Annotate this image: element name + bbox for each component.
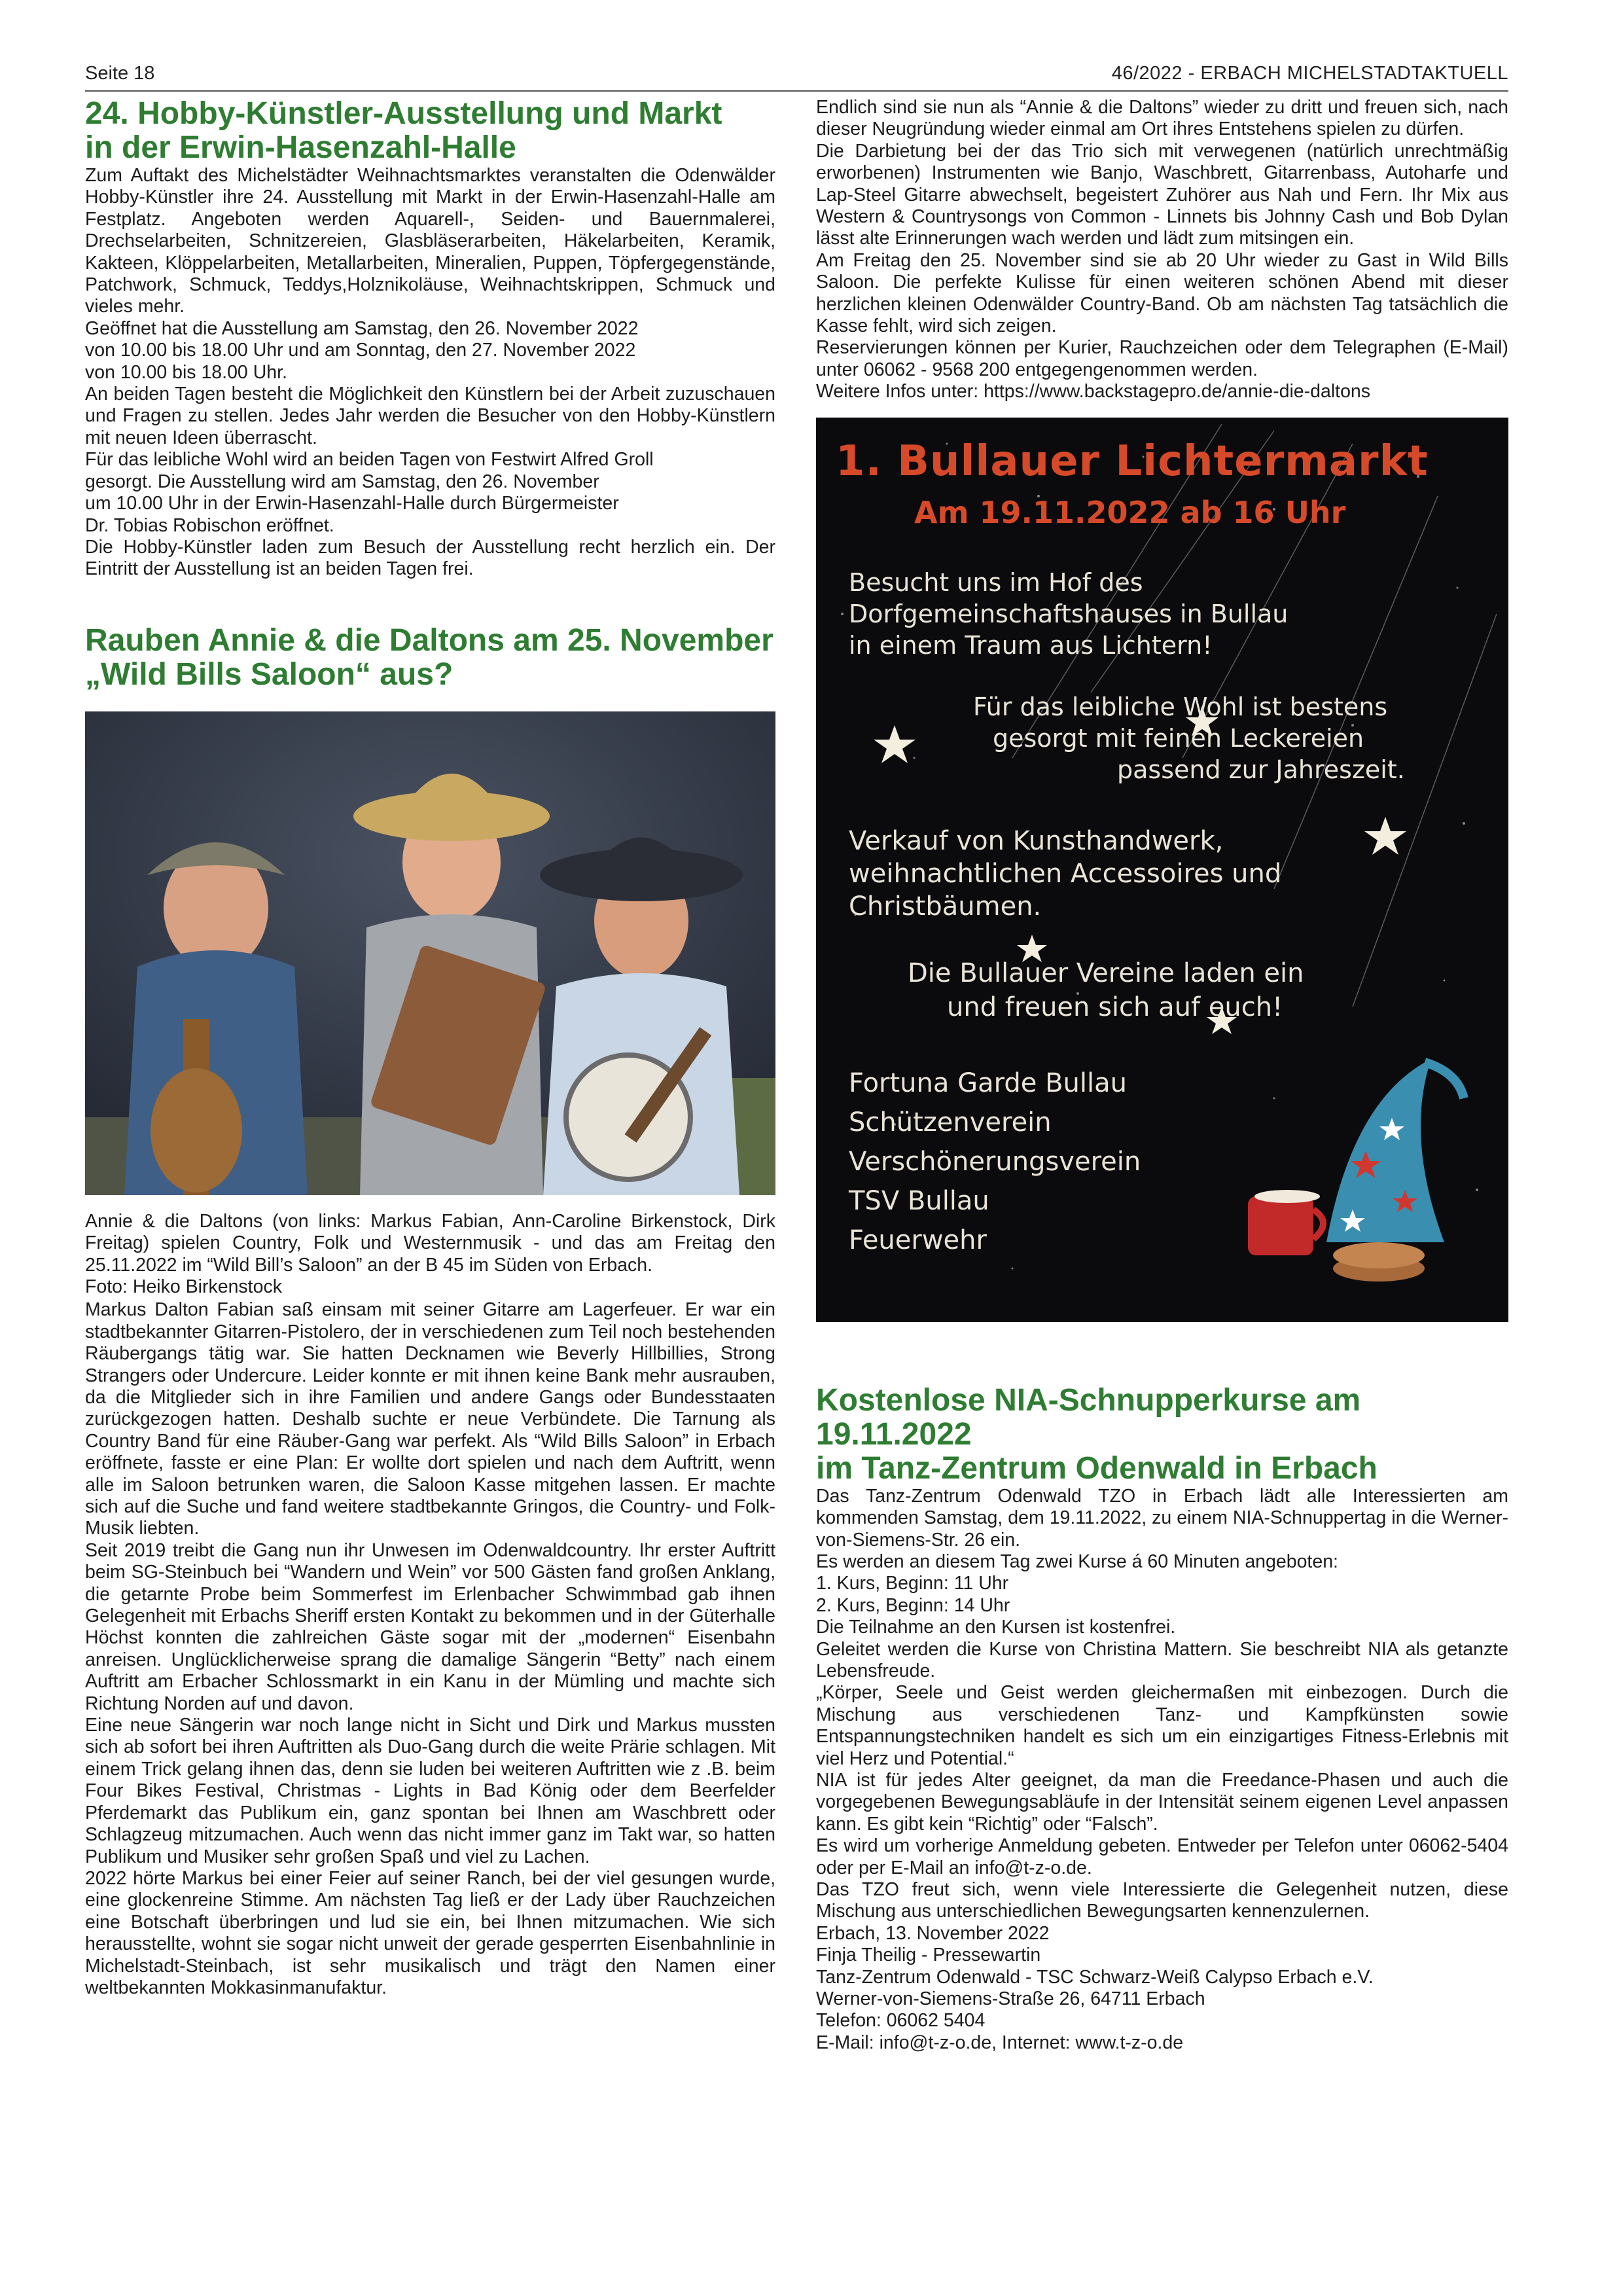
- paragraph: Geöffnet hat die Ausstellung am Samstag, den 26. November 2022 von 10.00 bis 18.00 Uhr und am Sonntag, den 27. November 2022 von 10.00 bis 18.00 Uhr.: [85, 317, 639, 383]
- flyer-line: Verkauf von Kunsthandwerk,: [849, 825, 1224, 856]
- caption-text: Annie & die Daltons (von links: Markus Fabian, Ann-Caroline Birkenstock, Dirk Freitag) spielen Country, Folk und Westernmusik - und das am Freitag den 25.11.2022 im “Wild Bill’s Saloon” an der B 45 im Süden von Erbach.: [85, 1210, 775, 1276]
- flyer-club: Schützenverein: [849, 1107, 1052, 1138]
- photo-caption: [85, 1211, 775, 1299]
- flyer-club: Verschönerungsverein: [849, 1146, 1141, 1177]
- paragraph: Das TZO freut sich, wenn viele Interessierte die Gelegenheit nutzen, diese Mischung aus unterschiedlichen Bewegungsarten kennenzulernen.: [816, 1879, 1508, 1922]
- paragraph: Geleitet werden die Kurse von Christina Mattern. Sie beschreibt NIA als getanzte Lebensfreude.: [816, 1638, 1508, 1681]
- paragraph: NIA ist für jedes Alter geeignet, da man die Freedance-Phasen und auch die vorgegebenen Bewegungsabläufe in der Intensität seinem eigenen Level anpassen kann. Es gibt kein “Richtig” oder “Falsch”.: [816, 1769, 1508, 1835]
- article-nia: [816, 1384, 1508, 2054]
- paragraph: 1. Kurs, Beginn: 11 Uhr: [816, 1573, 1009, 1594]
- flyer-date: Am 19.11.2022 ab 16 Uhr: [914, 494, 1346, 530]
- paragraph: Es wird um vorherige Anmeldung gebeten. Entweder per Telefon unter 06062-5404 oder per E-Mail an info@t-z-o.de.: [816, 1835, 1508, 1878]
- paragraph: „Körper, Seele und Geist werden gleichermaßen mit einbezogen. Durch die Mischung aus verschiedenen Tanz- und Kampfkünsten sowie Entspannungstechniken handelt es sich um ein einzigartiges Fitness-Erlebnis mit viel Herz und Potential.“: [816, 1682, 1508, 1769]
- article-hobby-kuenstler: [85, 97, 775, 581]
- paragraph: E-Mail: info@t-z-o.de, Internet: www.t-z-o.de: [816, 2032, 1184, 2053]
- right-column: [816, 97, 1508, 2054]
- paragraph: Eine neue Sängerin war noch lange nicht in Sicht und Dirk und Markus mussten sich ab sofort bei ihren Auftritten als Duo-Gang durch die weite Prärie schlagen. Mit einem Trick gelang ihnen das, denn sie luden bei weiteren Auftritten wie z .B. beim Four Bikes Festival, Christmas - Lights in Bad König oder dem Beerfelder Pferdemarkt das Publikum ein, ganz spontan bei Ihnen am Waschbrett oder Schlagzeug mitzumachen. Auch wenn das nicht immer ganz im Takt war, so hatten Publikum und Musiker sehr großen Spaß und viel zu Lachen.: [85, 1715, 775, 1867]
- paragraph: Telefon: 06062 5404: [816, 2010, 986, 2032]
- paragraph: Endlich sind sie nun als “Annie & die Daltons” wieder zu dritt und freuen sich, nach dieser Neugründung wieder einmal am Ort ihres Entstehens spielen zu dürfen.: [816, 97, 1508, 140]
- paragraph: Finja Theilig - Pressewartin: [816, 1945, 1041, 1966]
- article-body: [85, 165, 775, 581]
- flyer-line: passend zur Jahreszeit.: [1117, 755, 1405, 784]
- page-number: Seite 18: [85, 63, 155, 84]
- article-body: [85, 1299, 775, 1999]
- paragraph: Reservierungen können per Kurier, Rauchzeichen oder dem Telegraphen (E-Mail) unter 06062 - 9568 200 entgegengenommen werden.: [816, 337, 1508, 380]
- flyer-club: Fortuna Garde Bullau: [849, 1067, 1127, 1098]
- paragraph: Markus Dalton Fabian saß einsam mit seiner Gitarre am Lagerfeuer. Er war ein stadtbekannter Gitarren-Pistolero, der in verschiedenen zum Teil noch bestehenden Räubergangs tätig war. Sie hatten Decknamen wie Beverly Hillbillies, Strong Strangers oder Undercure. Leider konnte er mit ihnen keine Bank mehr ausrauben, da die Mitglieder sich in ihre Familien und andere Gangs oder Bundesstaaten zurückgezogen hatten. Deshalb suchte er neue Verbündete. Die Tarnung als Country Band für eine Räuber-Gang war perfekt. Als “Wild Bills Saloon” in Erbach eröffnete, fasste er eine Plan: Er wollte dort spielen und nach dem Auftritt, wenn alle im Saloon betrunken waren, die Saloon Kasse mitgehen lassen. Er machte sich auf die Suche und fand weitere stadtbekannte Gringos, die Country- und Folk- Musik liebten.: [85, 1299, 775, 1539]
- article-body: [816, 1486, 1508, 2054]
- paragraph: 2022 hörte Markus bei einer Feier auf seiner Ranch, bei der viel gesungen wurde, eine glockenreine Stimme. Am nächsten Tag ließ er der Lady über Rauchzeichen eine Botschaft überbringen und lud sie ein, bei Ihnen mitzumachen. Wie sich herausstellte, wohnt sie sogar nicht unweit der gerade gesperrten Eisenbahnlinie in Michelstadt-Steinbach, ist sehr musikalisch und trägt den Namen einer weltbekannten Mokkasinmanufaktur.: [85, 1867, 775, 1998]
- flyer-line: Die Bullauer Vereine laden ein: [908, 958, 1304, 988]
- paragraph: Es werden an diesem Tag zwei Kurse á 60 Minuten angeboten:: [816, 1551, 1338, 1572]
- header-rule: [85, 90, 1508, 92]
- article-daltons-continued: [816, 97, 1508, 403]
- lichtermarkt-flyer: [816, 418, 1508, 1322]
- flyer-line: in einem Traum aus Lichtern!: [849, 630, 1213, 660]
- paragraph: Die Hobby-Künstler laden zum Besuch der Ausstellung recht herzlich ein. Der Eintritt der Ausstellung ist an beiden Tagen frei.: [85, 536, 775, 580]
- paragraph: An beiden Tagen besteht die Möglichkeit den Künstlern bei der Arbeit zuzuschauen und Fragen zu stellen. Jedes Jahr werden die Besucher von den Hobby-Künstlern mit neuen Ideen überrascht.: [85, 384, 775, 448]
- title-line: in der Erwin-Hasenzahl-Halle: [85, 130, 516, 165]
- flyer-line: und freuen sich auf euch!: [947, 992, 1283, 1022]
- flyer-line: Besucht uns im Hof des: [849, 567, 1143, 597]
- flyer-title: 1. Bullauer Lichtermarkt: [836, 437, 1429, 486]
- paragraph: 2. Kurs, Beginn: 14 Uhr: [816, 1594, 1010, 1616]
- paragraph: Werner-von-Siemens-Straße 26, 64711 Erbach: [816, 1988, 1205, 2010]
- flyer-club: Feuerwehr: [849, 1225, 987, 1255]
- article-daltons: [85, 624, 775, 2000]
- article-title: Kostenlose NIA-Schnupperkurse am 19.11.2022 im Tanz-Zentrum Odenwald in Erbach: [816, 1382, 1378, 1486]
- left-column: [85, 97, 775, 1999]
- band-photo-illustration: [85, 711, 775, 1195]
- title-line: 24. Hobby-Künstler-Ausstellung und Markt: [85, 96, 722, 131]
- flyer-line: Christbäumen.: [849, 891, 1042, 922]
- paragraph: Zum Auftakt des Michelstädter Weihnachtsmarktes veranstalten die Odenwälder Hobby-Künstler ihre 24. Ausstellung mit Markt in der Erwin-Hasenzahl-Halle am Festplatz. Angeboten werden Aquarell-, Seiden- und Bauernmalerei, Drechselarbeiten, Schnitzereien, Glasbläserarbeiten, Häkelarbeiten, Keramik, Kakteen, Klöppelarbeiten, Metallarbeiten, Mineralien, Puppen, Töpfergegenstände, Patchwork, Schmuck, Teddys,Holznikoläuse, Weihnachtskrippen, Schmuck und vieles mehr.: [85, 165, 775, 317]
- paragraph: Die Darbietung bei der das Trio sich mit verwegenen (natürlich unrechtmäßig erworbenen) Instrumenten wie Banjo, Waschbrett, Gitarrenbass, Autoharfe und Lap-Steel Gitarre abwechselt, begeistert Zuhörer aus Nah und Fern. Ihr Mix aus Western & Countrysongs von Common - Linnets bis Johnny Cash und Bob Dylan lässt alte Erinnerungen wach werden und lädt zum mitsingen ein.: [816, 140, 1508, 249]
- paragraph: Das Tanz-Zentrum Odenwald TZO in Erbach lädt alle Interessierten am kommenden Samstag, dem 19.11.2022, zu einem NIA-Schnuppertag in die Werner-von-Siemens-Str. 26 ein.: [816, 1485, 1508, 1551]
- flyer-line: weihnachtlichen Accessoires und: [849, 858, 1282, 889]
- paragraph: Am Freitag den 25. November sind sie ab 20 Uhr wieder zu Gast in Wild Bills Saloon. Die perfekte Kulisse für einen weiteren schönen Abend mit dieser herzlichen kleinen Odenwälder Country-Band. Ob am nächsten Tag tatsächlich die Kasse fehlt, wird sich zeigen.: [816, 249, 1508, 337]
- paragraph: Erbach, 13. November 2022: [816, 1922, 1050, 1944]
- paragraph: Für das leibliche Wohl wird an beiden Tagen von Festwirt Alfred Groll gesorgt. Die Ausstellung wird am Samstag, den 26. November um 10.00 Uhr in der Erwin-Hasenzahl-Halle durch Bürgermeister Dr. Tobias Robischon eröffnet.: [85, 449, 654, 536]
- paragraph: Die Teilnahme an den Kursen ist kostenfrei.: [816, 1617, 1176, 1638]
- flyer-line: Für das leibliche Wohl ist bestens: [973, 692, 1388, 721]
- paragraph: Tanz-Zentrum Odenwald - TSC Schwarz-Weiß Calypso Erbach e.V.: [816, 1966, 1374, 1988]
- band-photo: [85, 711, 775, 1195]
- photo-credit: Foto: Heiko Birkenstock: [85, 1276, 282, 1297]
- article-title: Rauben Annie & die Daltons am 25. November „Wild Bills Saloon“ aus?: [85, 622, 773, 692]
- paragraph: Seit 2019 treibt die Gang nun ihr Unwesen im Odenwaldcountry. Ihr erster Auftritt beim SG-Steinbuch bei “Wandern und Wein” vor 500 Gästen fand großen Anklang, die getarnte Probe beim Sommerfest im Erlenbacher Schwimmbad gab ihnen Gelegenheit mit Erbachs Sheriff ersten Kontakt zu bekommen und in der Güterhalle Höchst konnten die zahlreichen Gäste sogar mit der „modernen“ Eisenbahn anreisen. Unglücklicherweise sprang die damalige Sängerin “Betty” nach einem Auftritt am Erbacher Schlossmarkt in ein Kanu in der Mümling und machte sich Richtung Norden auf und davon.: [85, 1539, 775, 1714]
- flyer-club: TSV Bullau: [849, 1185, 989, 1216]
- flyer-line: gesorgt mit feinen Leckereien: [993, 723, 1364, 753]
- paragraph: Weitere Infos unter: https://www.backstagepro.de/annie-die-daltons: [816, 381, 1371, 403]
- article-title: [85, 97, 775, 165]
- issue-label: 46/2022 - ERBACH MICHELSTADTAKTUELL: [1111, 63, 1508, 84]
- flyer-line: Dorfgemeinschaftshauses in Bullau: [849, 599, 1289, 628]
